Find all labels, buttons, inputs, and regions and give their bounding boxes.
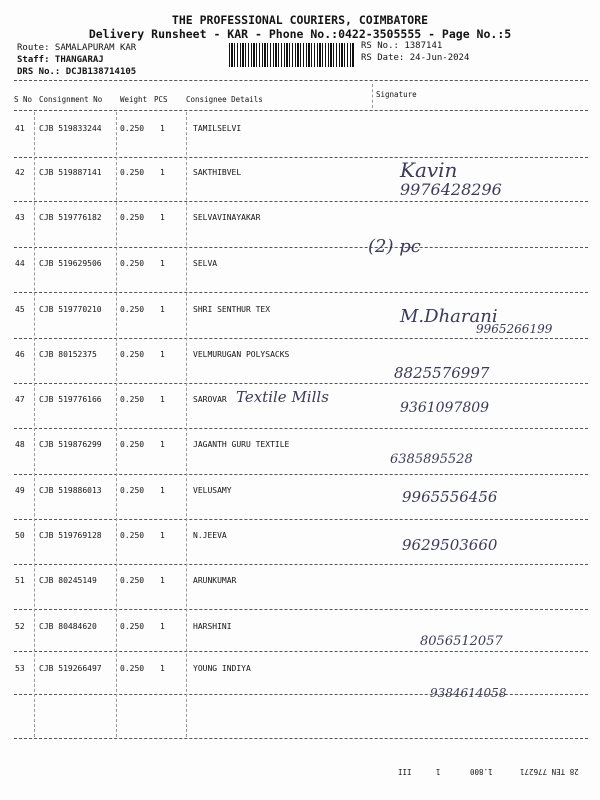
- row-consignment-no: CJB 519770210: [39, 305, 102, 314]
- handwritten-phone-48: 6385895528: [390, 452, 473, 467]
- row-divider: [14, 157, 588, 158]
- row-pcs: 1: [160, 213, 165, 222]
- row-pcs: 1: [160, 395, 165, 404]
- row-consignee: SAROVAR: [193, 395, 227, 404]
- row-pcs: 1: [160, 664, 165, 673]
- row-consignee: JAGANTH GURU TEXTILE: [193, 440, 290, 449]
- handwritten-signature-44: (2) pc: [368, 236, 421, 257]
- signature-col-divider: [372, 84, 373, 108]
- row-consignment-no: CJB 519776166: [39, 395, 102, 404]
- row-divider: [14, 383, 588, 384]
- row-sno: 53: [15, 664, 25, 673]
- footer-total-label: 28 TEN 776271: [520, 767, 579, 776]
- row-pcs: 1: [160, 440, 165, 449]
- row-divider: [14, 292, 588, 293]
- row-weight: 0.250: [120, 168, 145, 177]
- row-divider: [14, 651, 588, 652]
- row-consignment-no: CJB 519887141: [39, 168, 102, 177]
- row-divider: [14, 564, 588, 565]
- row-weight: 0.250: [120, 350, 145, 359]
- col-sno: S No: [14, 95, 33, 104]
- handwritten-signature-42: Kavin: [400, 158, 458, 182]
- row-consignment-no: CJB 80484620: [39, 622, 97, 631]
- row-consignment-no: CJB 519776182: [39, 213, 102, 222]
- col-consignment: Consignment No: [39, 95, 103, 104]
- column-divider: [186, 112, 187, 737]
- row-weight: 0.250: [120, 259, 145, 268]
- row-weight: 0.250: [120, 622, 145, 631]
- row-pcs: 1: [160, 124, 165, 133]
- row-consignment-no: CJB 80152375: [39, 350, 97, 359]
- row-sno: 45: [15, 305, 25, 314]
- row-sno: 42: [15, 168, 25, 177]
- handwritten-phone-46: 8825576997: [394, 364, 490, 382]
- row-consignment-no: CJB 519266497: [39, 664, 102, 673]
- handwritten-phone-47: 9361097809: [400, 400, 490, 416]
- route-text: Route: SAMALAPURAM KAR: [17, 43, 137, 53]
- rs-date-text: RS Date: 24-Jun-2024: [361, 53, 470, 63]
- row-weight: 0.250: [120, 395, 145, 404]
- row-pcs: 1: [160, 305, 165, 314]
- runsheet-subtitle: Delivery Runsheet - KAR - Phone No.:0422-3505555 - Page No.:5: [88, 27, 512, 41]
- row-weight: 0.250: [120, 664, 145, 673]
- row-consignee: TAMILSELVI: [193, 124, 242, 133]
- handwritten-phone-52: 8056512057: [420, 634, 503, 649]
- row-consignment-no: CJB 519629506: [39, 259, 102, 268]
- row-sno: 48: [15, 440, 25, 449]
- handwritten-phone-50: 9629503660: [402, 536, 498, 554]
- row-divider: [14, 247, 588, 248]
- row-consignee: VELMURUGAN POLYSACKS: [193, 350, 290, 359]
- handwritten-phone-53: 9384614058: [430, 686, 507, 700]
- row-consignee: N.JEEVA: [193, 531, 227, 540]
- row-divider: [14, 201, 588, 202]
- company-title: THE PROFESSIONAL COURIERS, COIMBATORE: [171, 13, 429, 27]
- col-details: Consignee Details: [186, 95, 263, 104]
- row-sno: 51: [15, 576, 25, 585]
- header-rule-top: [14, 80, 588, 81]
- row-sno: 49: [15, 486, 25, 495]
- handwritten-name-45: M.Dharani: [400, 306, 498, 327]
- row-divider: [14, 738, 588, 739]
- row-weight: 0.250: [120, 531, 145, 540]
- row-divider: [14, 519, 588, 520]
- row-pcs: 1: [160, 622, 165, 631]
- row-consignee: YOUNG INDIYA: [193, 664, 251, 673]
- row-weight: 0.250: [120, 305, 145, 314]
- column-divider: [34, 112, 35, 737]
- row-sno: 44: [15, 259, 25, 268]
- barcode-image: [229, 43, 355, 67]
- footer-pcs: 1: [436, 767, 441, 776]
- row-consignment-no: CJB 519876299: [39, 440, 102, 449]
- row-consignee: SELVA: [193, 259, 218, 268]
- row-weight: 0.250: [120, 124, 145, 133]
- handwritten-phone-45: 9965266199: [476, 322, 553, 336]
- row-weight: 0.250: [120, 213, 145, 222]
- row-sno: 50: [15, 531, 25, 540]
- row-sno: 46: [15, 350, 25, 359]
- row-divider: [14, 609, 588, 610]
- row-pcs: 1: [160, 168, 165, 177]
- header-rule-bottom: [14, 110, 588, 111]
- footer-count: III: [398, 767, 412, 776]
- staff-text: Staff: THANGARAJ: [17, 55, 104, 65]
- row-pcs: 1: [160, 486, 165, 495]
- row-sno: 52: [15, 622, 25, 631]
- row-consignment-no: CJB 519769128: [39, 531, 102, 540]
- row-weight: 0.250: [120, 576, 145, 585]
- row-consignee: ARUNKUMAR: [193, 576, 237, 585]
- col-pcs: PCS: [154, 95, 168, 104]
- row-consignment-no: CJB 519886013: [39, 486, 102, 495]
- col-weight: Weight: [120, 95, 148, 104]
- row-consignee: SELVAVINAYAKAR: [193, 213, 261, 222]
- handwritten-phone-42: 9976428296: [400, 180, 502, 199]
- rs-no-text: RS No.: 1387141: [361, 41, 443, 51]
- row-pcs: 1: [160, 259, 165, 268]
- row-pcs: 1: [160, 576, 165, 585]
- row-consignee: SAKTHIBVEL: [193, 168, 242, 177]
- footer-weight: 1.800: [470, 767, 493, 776]
- col-signature: Signature: [376, 90, 417, 99]
- handwritten-phone-49: 9965556456: [402, 488, 498, 506]
- row-divider: [14, 338, 588, 339]
- handwritten-extra-47: Textile Mills: [236, 388, 329, 406]
- row-sno: 43: [15, 213, 25, 222]
- row-pcs: 1: [160, 531, 165, 540]
- drs-text: DRS No.: DCJB138714105: [17, 67, 137, 77]
- row-consignment-no: CJB 80245149: [39, 576, 97, 585]
- row-consignee: VELUSAMY: [193, 486, 232, 495]
- row-pcs: 1: [160, 350, 165, 359]
- row-weight: 0.250: [120, 440, 145, 449]
- row-consignee: SHRI SENTHUR TEX: [193, 305, 271, 314]
- row-divider: [14, 428, 588, 429]
- row-consignment-no: CJB 519833244: [39, 124, 102, 133]
- row-sno: 41: [15, 124, 25, 133]
- row-weight: 0.250: [120, 486, 145, 495]
- row-divider: [14, 474, 588, 475]
- row-sno: 47: [15, 395, 25, 404]
- column-divider: [116, 112, 117, 737]
- row-consignee: HARSHINI: [193, 622, 232, 631]
